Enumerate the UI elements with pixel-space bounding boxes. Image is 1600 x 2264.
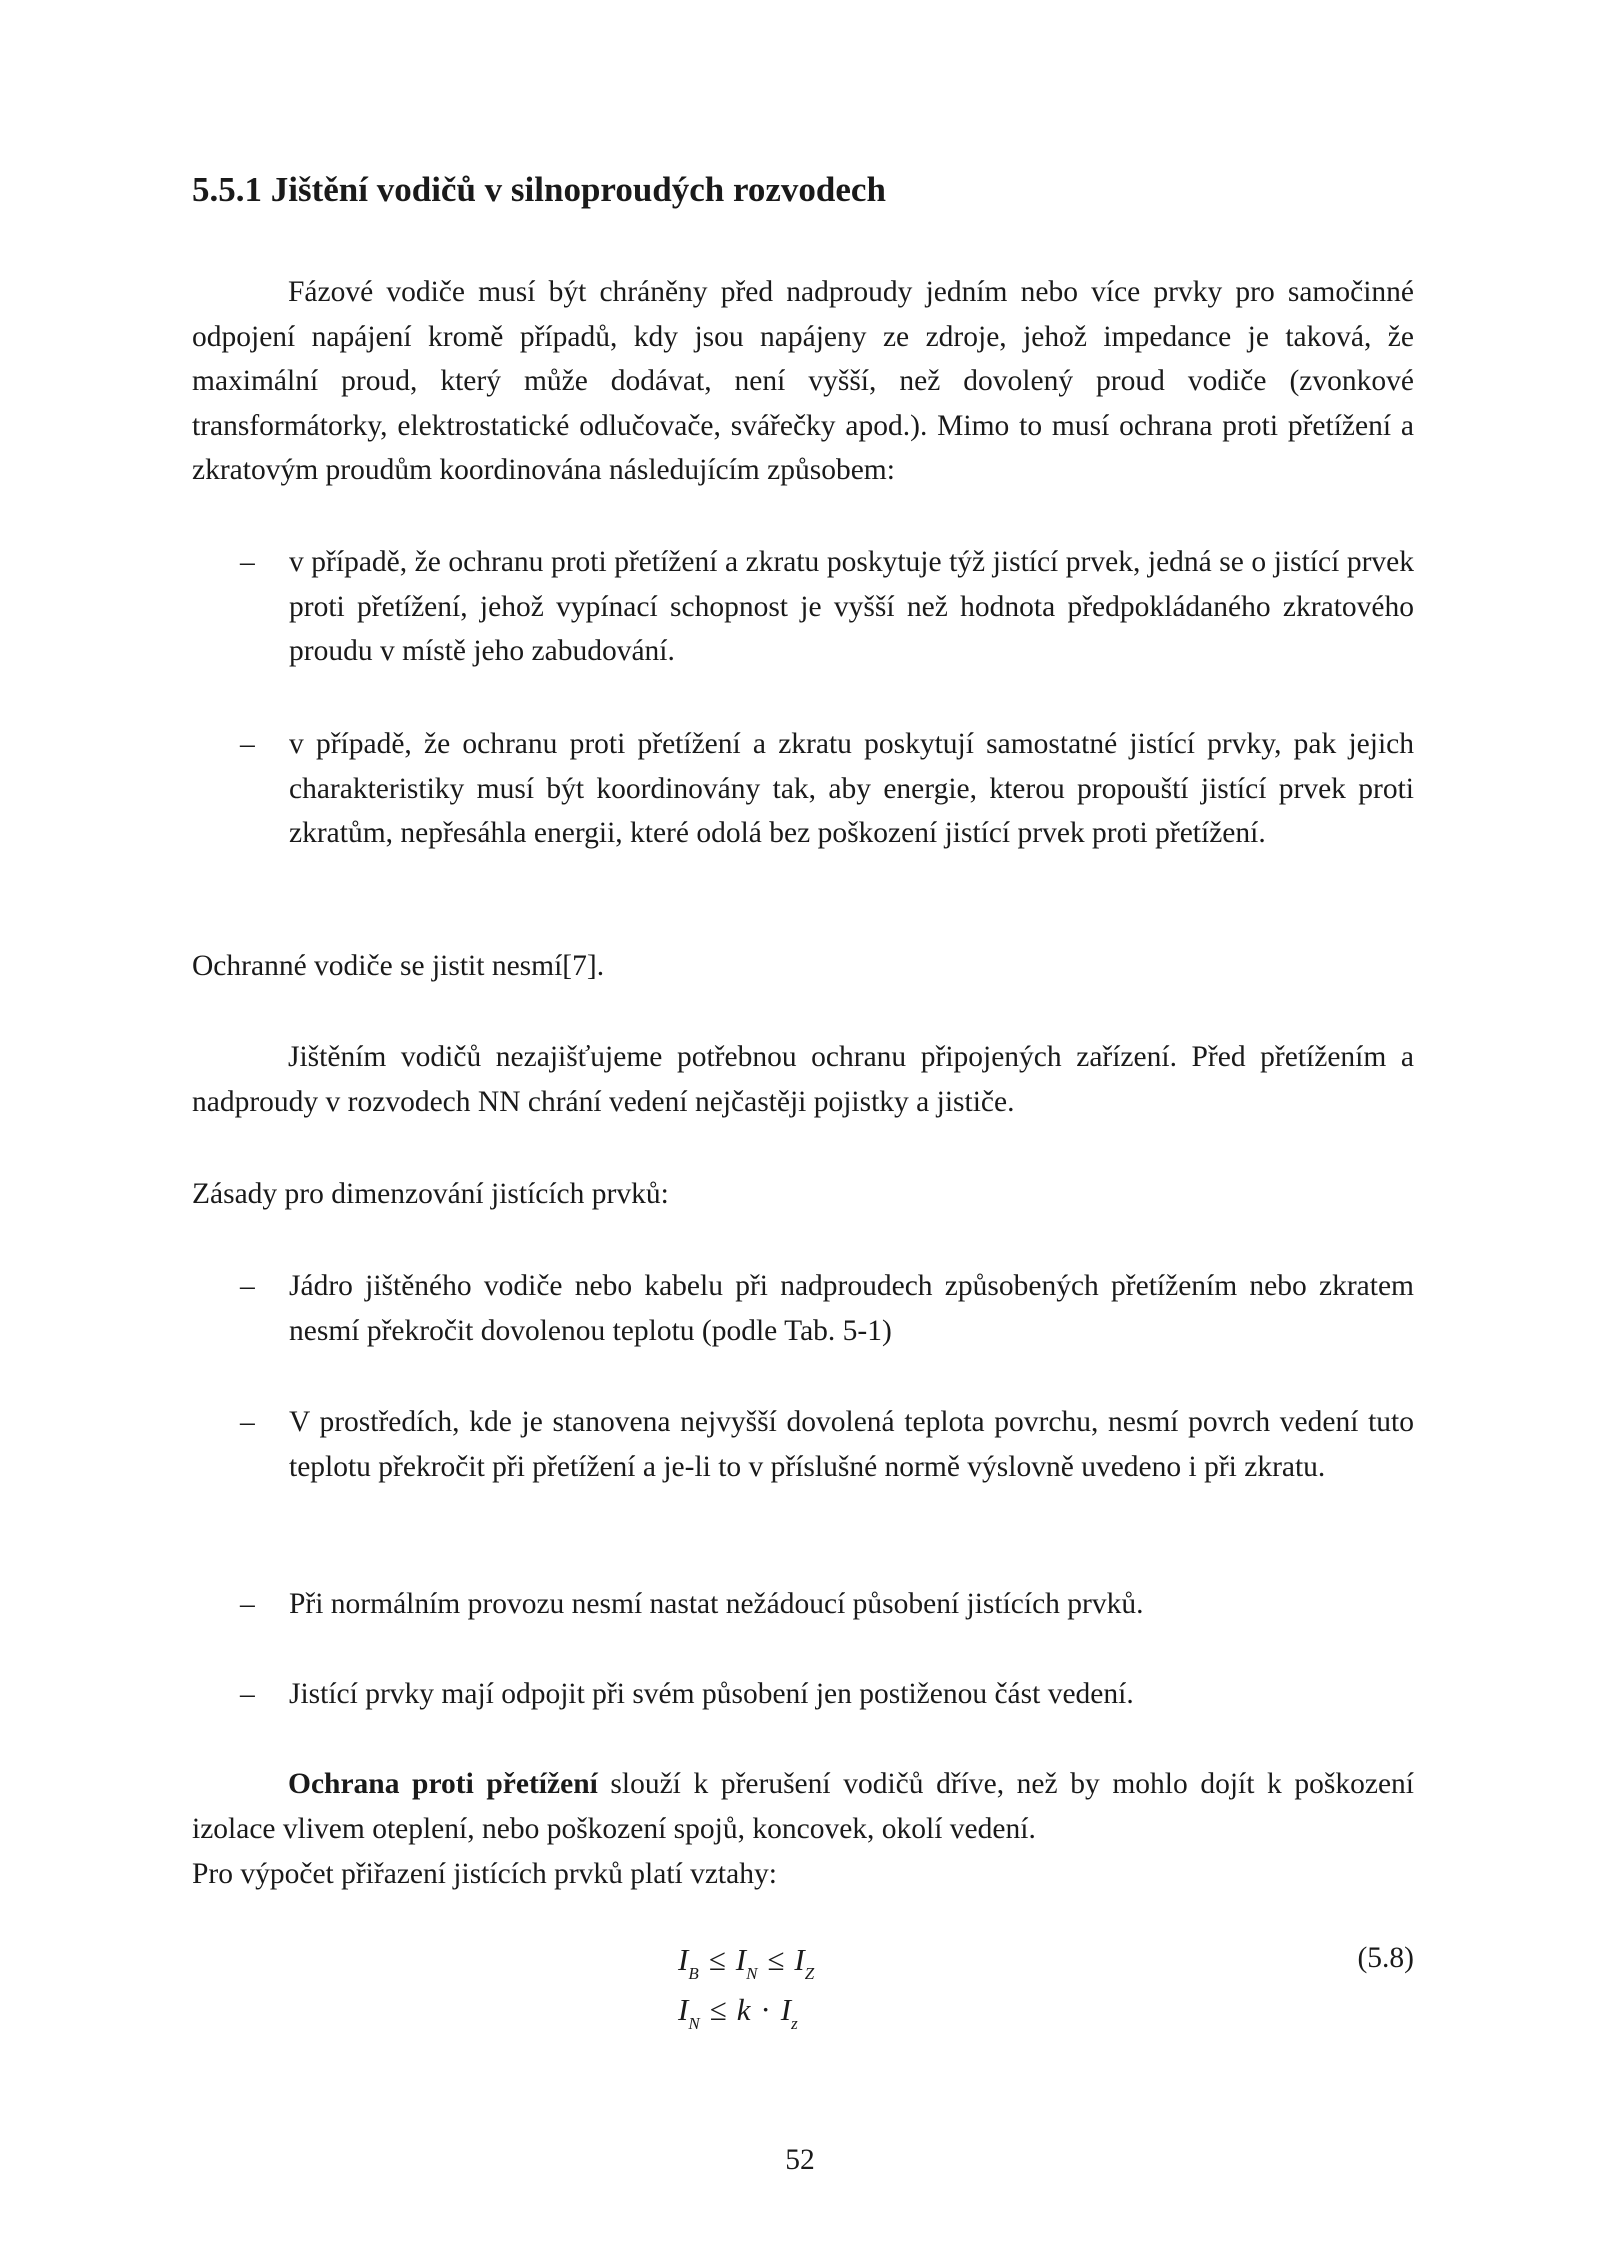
list-dash: – [240,1406,255,1438]
intro-paragraph: Fázové vodiče musí být chráněny před nadproudy jedním nebo více prvky pro samočinné odpojení napájení kromě případů, kdy jsou napájeny ze zdroje, jehož impedance je taková, že maximální proud, který může dodávat, není vyšší, než dovolený proud vodiče (zvonkové transformátorky, elektrostatické odlučovače, svářečky apod.). Mimo to musí ochrana proti přetížení a zkratovým proudům koordinována následujícím způsobem: [192,276,1414,486]
protection-paragraph: Jištěním vodičů nezajišťujeme potřebnou ochranu připojených zařízení. Před přetížením a nadproudy v rozvodech NN chrání vedení nejčastěji pojistky a jističe. [192,1041,1414,1118]
list-item [192,1582,1414,1627]
formula-line-1: $I_B \le I_N \le I_Z$ [678,1942,815,1983]
overload-paragraph [192,1762,1414,1851]
list-item [192,1400,1414,1489]
page-number: 52 [785,2144,815,2176]
list-dash: – [240,1588,255,1620]
formula-block [678,1942,1418,2052]
list-item-text: v případě, že ochranu proti přetížení a zkratu poskytuje týž jistící prvek, jedná se o jistící prvek proti přetížení, jehož vypínací schopnost je vyšší než hodnota předpokládaného zkratového proudu v místě jeho zabudování. [289,546,1414,667]
list-dash: – [240,728,255,760]
list-item-text: Při normálním provozu nesmí nastat nežádoucí působení jistících prvků. [289,1588,1144,1620]
list-item-text: Jistící prvky mají odpojit při svém působení jen postiženou část vedení. [289,1678,1134,1710]
list-item [192,1672,1414,1717]
principles-heading: Zásady pro dimenzování jistících prvků: [192,1178,669,1210]
list-item-text: V prostředích, kde je stanovena nejvyšší dovolená teplota povrchu, nesmí povrch vedení tuto teplotu překročit při přetížení a je-li to v příslušné normě výslovně uvedeno i při zkratu. [289,1406,1414,1483]
overload-bold-lead: Ochrana proti přetížení [288,1768,598,1800]
formula-line-2: $I_N \le k \cdot I_z$ [678,1992,798,2033]
list-item [192,722,1414,856]
list-item [192,1264,1414,1353]
section-heading: 5.5.1 Jištění vodičů v silnoproudých rozvodech [192,170,886,209]
list-item [192,540,1414,674]
list-item-text: Jádro jištěného vodiče nebo kabelu při nadproudech způsobených přetížením nebo zkratem nesmí překročit dovolenou teplotu (podle Tab. 5-1) [289,1270,1414,1347]
list-dash: – [240,546,255,578]
list-item-text: v případě, že ochranu proti přetížení a zkratu poskytují samostatné jistící prvky, pak jejich charakteristiky musí být koordinovány tak, aby energie, kterou propouští jistící prvek proti zkratům, nepřesáhla energii, které odolá bez poškození jistící prvek proti přetížení. [289,728,1414,849]
protective-conductors-note: Ochranné vodiče se jistit nesmí[7]. [192,950,605,982]
list-dash: – [240,1678,255,1710]
overload-text: slouží k přerušení vodičů dříve, než by mohlo dojít k poškození izolace vlivem oteplení, nebo poškození spojů, koncovek, okolí vedení. [192,1768,1414,1845]
equation-number: (5.8) [1357,1942,1414,1974]
formula-intro: Pro výpočet přiřazení jistících prvků platí vztahy: [192,1858,777,1890]
list-dash: – [240,1270,255,1302]
